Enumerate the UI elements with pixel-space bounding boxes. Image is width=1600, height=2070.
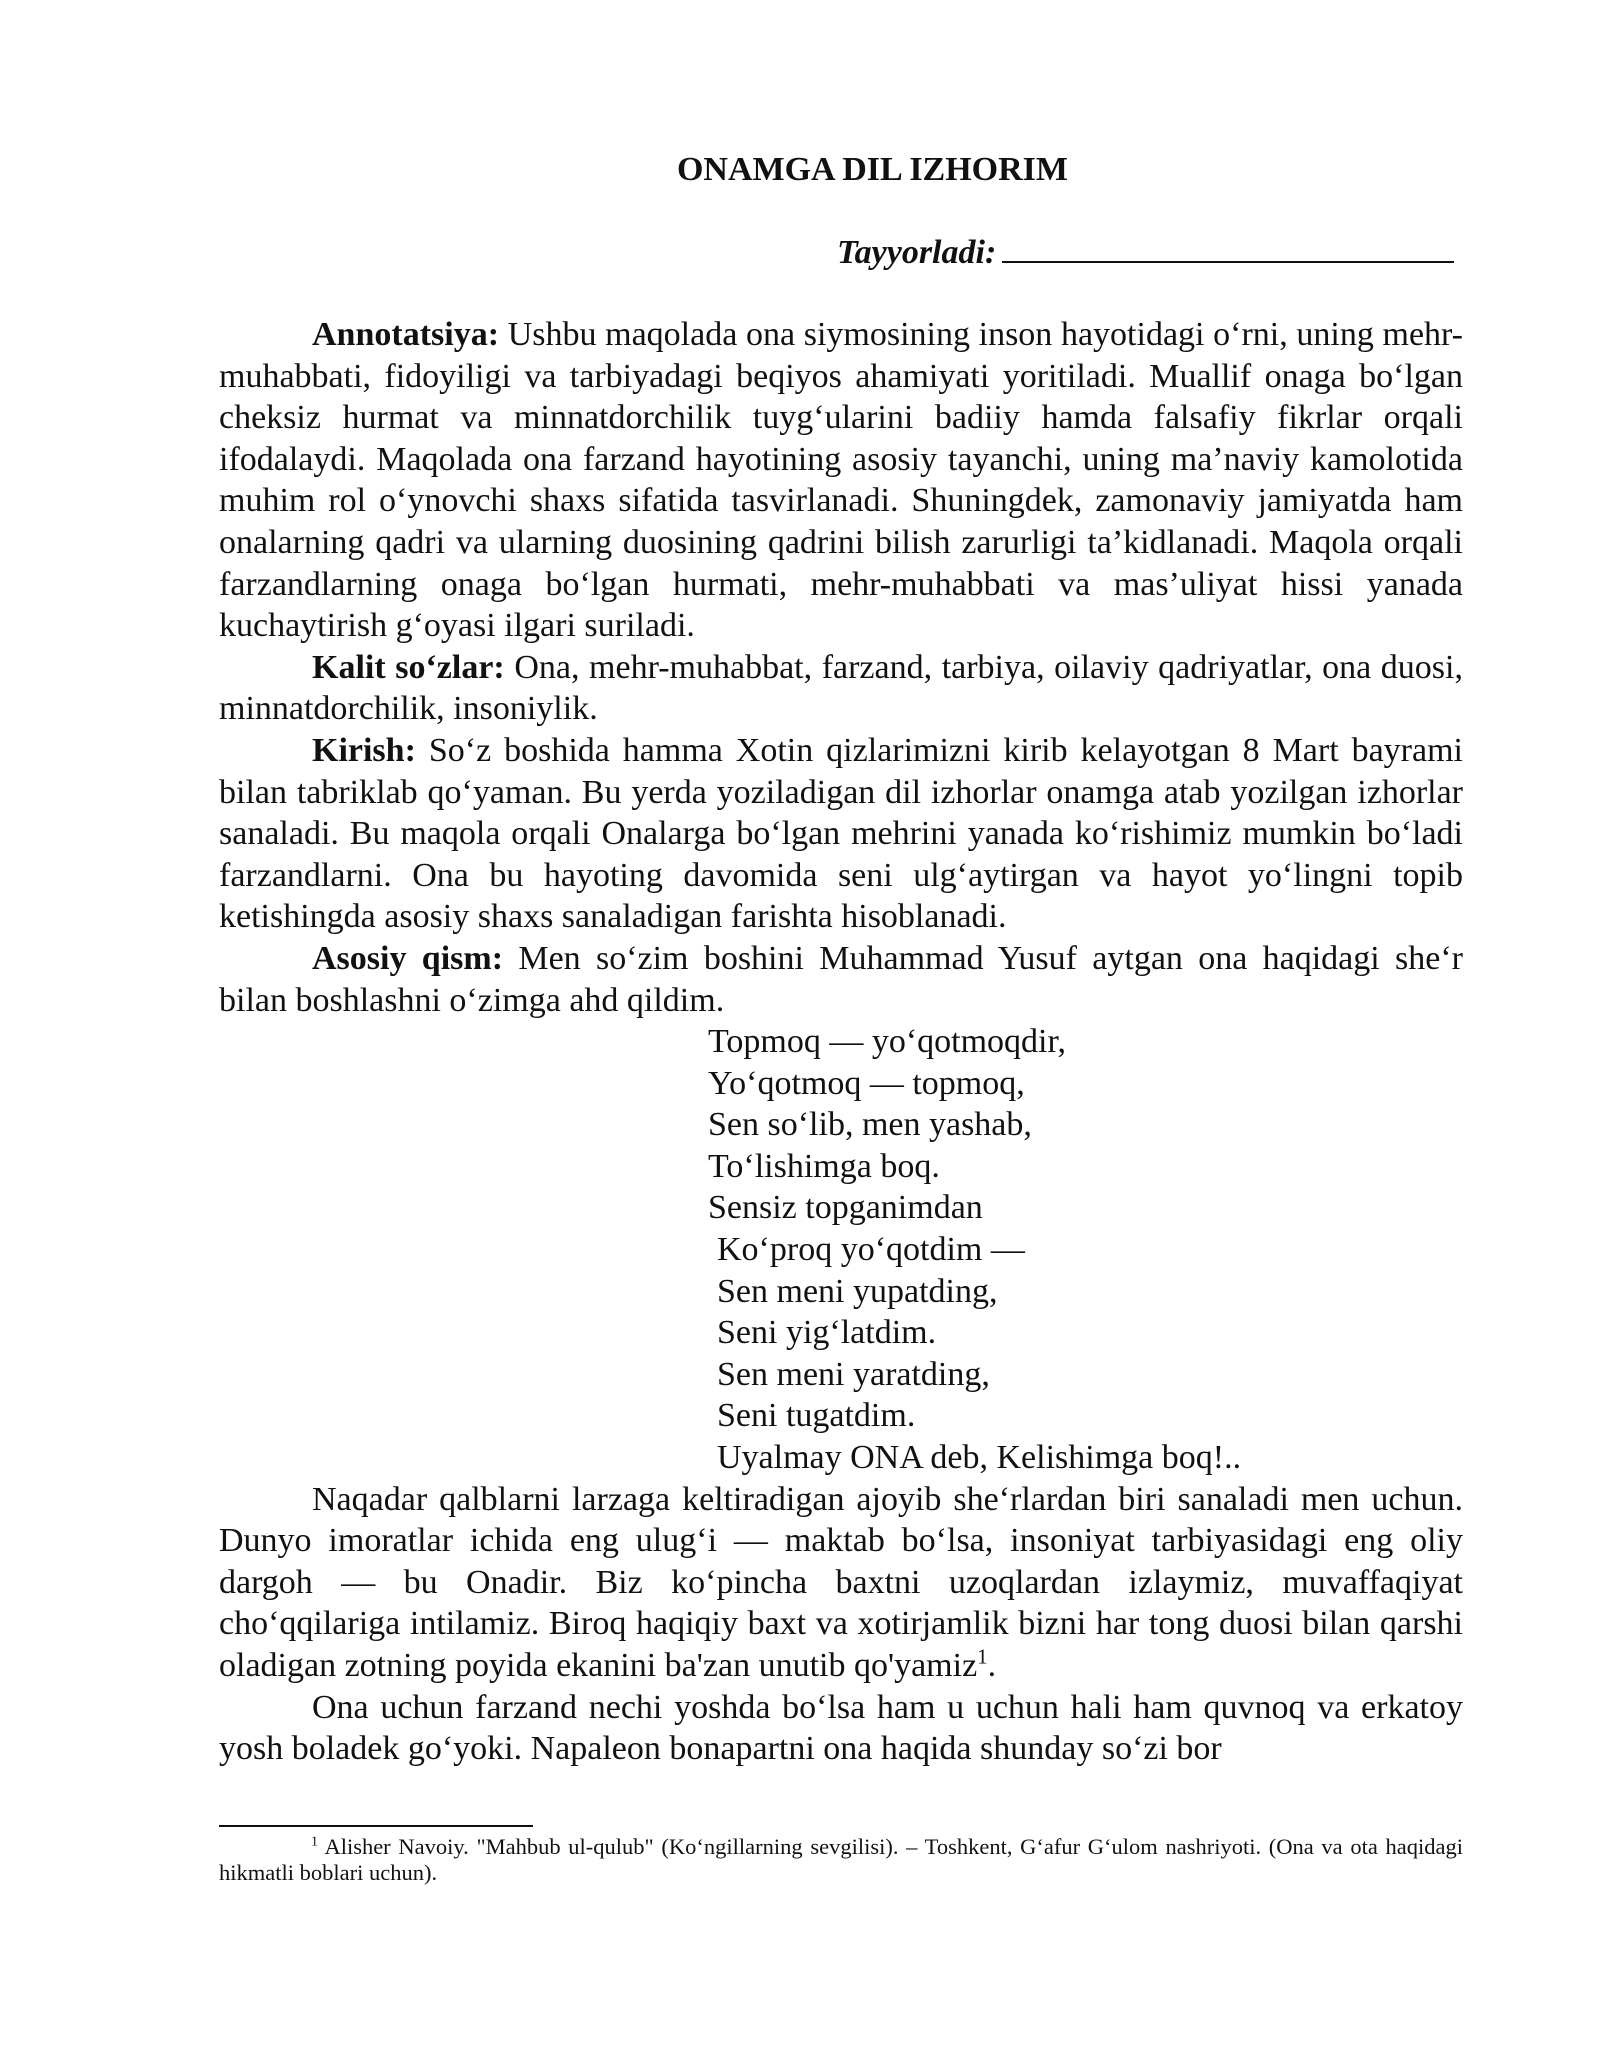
footnote-number: 1 [311, 1834, 318, 1850]
poem-line: Sen meni yaratding, [717, 1355, 990, 1393]
paragraph-after-poem-text: Naqadar qalblarni larzaga keltiradigan ajoyib she‘rlardan biri sanaladi men uchun. Dunyo imoratlar ichida eng ulug‘i — maktab bo‘lsa, insoniyat tarbiyasidagi eng oliy dargoh — bu Onadir. Biz ko‘pincha baxtni uzoqlardan izlaymiz, muvaffaqiyat cho‘qqilariga intilamiz. Biroq haqiqiy baxt va xotirjamlik bizni har tong duosi bilan qarshi oladigan zotning poyida ekanini ba'zan unutib qo'yamiz [219, 1480, 1463, 1684]
poem-line: To‘lishimga boq. [708, 1147, 940, 1185]
poem-line: Sen so‘lib, men yashab, [708, 1106, 1032, 1144]
main-paragraph [219, 938, 1463, 1021]
poem-line: Topmoq — yo‘qotmoqdir, [708, 1023, 1066, 1061]
annotation-paragraph [219, 314, 1463, 647]
annotation-label: Annotatsiya: [312, 316, 500, 353]
footnote [219, 1834, 1463, 1886]
poem-line: Yo‘qotmoq — topmoq, [708, 1064, 1025, 1102]
intro-paragraph [219, 730, 1463, 938]
document-title: ONAMGA DIL IZHORIM [676, 151, 1069, 188]
poem-line: Uyalmay ONA deb, Kelishimga boq!.. [717, 1439, 1242, 1477]
footnote-separator [219, 1825, 533, 1827]
main-label: Asosiy qism: [312, 939, 504, 977]
footnote-reference[interactable]: 1 [977, 1644, 988, 1669]
poem-line: Seni yig‘latdim. [717, 1314, 937, 1352]
author-label: Tayyorladi: [837, 234, 997, 271]
paragraph-last-text: Ona uchun farzand nechi yoshda bo‘lsa ham u uchun hali ham quvnoq va erkatoy yosh boladek go‘yoki. Napaleon bonapartni ona haqida shunday so‘zi bor [219, 1688, 1463, 1768]
paragraph-last [219, 1687, 1463, 1770]
poem-line: Sen meni yupatding, [717, 1272, 998, 1310]
keywords-text: Ona, mehr-muhabbat, farzand, tarbiya, oilaviy qadriyatlar, ona duosi, minnatdorchilik, insoniylik. [219, 648, 1463, 728]
main-text: Men so‘zim boshini Muhammad Yusuf aytgan ona haqidagi she‘r bilan boshlashni o‘zimga ahd qildim. [219, 939, 1463, 1019]
author-blank [1002, 231, 1454, 263]
intro-label: Kirish: [312, 731, 416, 769]
intro-text: So‘z boshida hamma Xotin qizlarimizni kirib kelayotgan 8 Mart bayrami bilan tabriklab qo‘yaman. Bu yerda yoziladigan dil izhorlar onamga atab yozilgan izhorlar sanaladi. Bu maqola orqali Onalarga bo‘lgan mehrini yanada ko‘rishimiz mumkin bo‘ladi farzandlarni. Ona bu hayoting davomida seni ulg‘aytirgan va hayot yo‘lingni topib ketishingda asosiy shaxs sanaladigan farishta hisoblanadi. [219, 731, 1463, 936]
footnote-text: Alisher Navoiy. "Mahbub ul-qulub" (Ko‘ngillarning sevgilisi). – Toshkent, G‘afur G‘ulom nashriyoti. (Ona va ota haqidagi hikmatli boblari uchun). [219, 1834, 1463, 1885]
poem-line: Ko‘proq yo‘qotdim — [717, 1231, 1025, 1269]
poem [219, 1021, 1463, 1479]
document-body [219, 314, 1463, 1770]
author-line [837, 231, 1454, 273]
keywords-paragraph [219, 647, 1463, 730]
poem-line: Seni tugatdim. [717, 1397, 916, 1435]
paragraph-after-poem: Naqadar qalblarni larzaga keltiradigan ajoyib she‘rlardan biri sanaladi men uchun. Dunyo imoratlar ichida eng ulug‘i — maktab bo‘lsa, insoniyat tarbiyasidagi eng oliy dargoh — bu Onadir. Biz ko‘pincha baxtni uzoqlardan izlaymiz, muvaffaqiyat cho‘qqilariga intilamiz. Biroq haqiqiy baxt va xotirjamlik bizni har tong duosi bilan qarshi oladigan zotning poyida ekanini ba'zan unutib qo'yamiz$^1$. [219, 1480, 1463, 1684]
annotation-text: Ushbu maqolada ona siymosining inson hayotidagi o‘rni, uning mehr-muhabbati, fidoyiligi va tarbiyadagi beqiyos ahamiyati yoritiladi. Muallif onaga bo‘lgan cheksiz hurmat va minnatdorchilik tuyg‘ularini badiiy hamda falsafiy fikrlar orqali ifodalaydi. Maqolada ona farzand hayotining asosiy tayanchi, uning ma’naviy kamolotida muhim rol o‘ynovchi shaxs sifatida tasvirlanadi. Shuningdek, zamonaviy jamiyatda ham onalarning qadri va ularning duosining qadrini bilish zarurligi ta’kidlanadi. Maqola orqali farzandlarning onaga bo‘lgan hurmati, mehr-muhabbati va mas’uliyat hissi yanada kuchaytirish g‘oyasi ilgari suriladi. [219, 316, 1463, 645]
keywords-label: Kalit so‘zlar: [312, 648, 505, 686]
poem-line: Sensiz topganimdan [708, 1189, 983, 1227]
